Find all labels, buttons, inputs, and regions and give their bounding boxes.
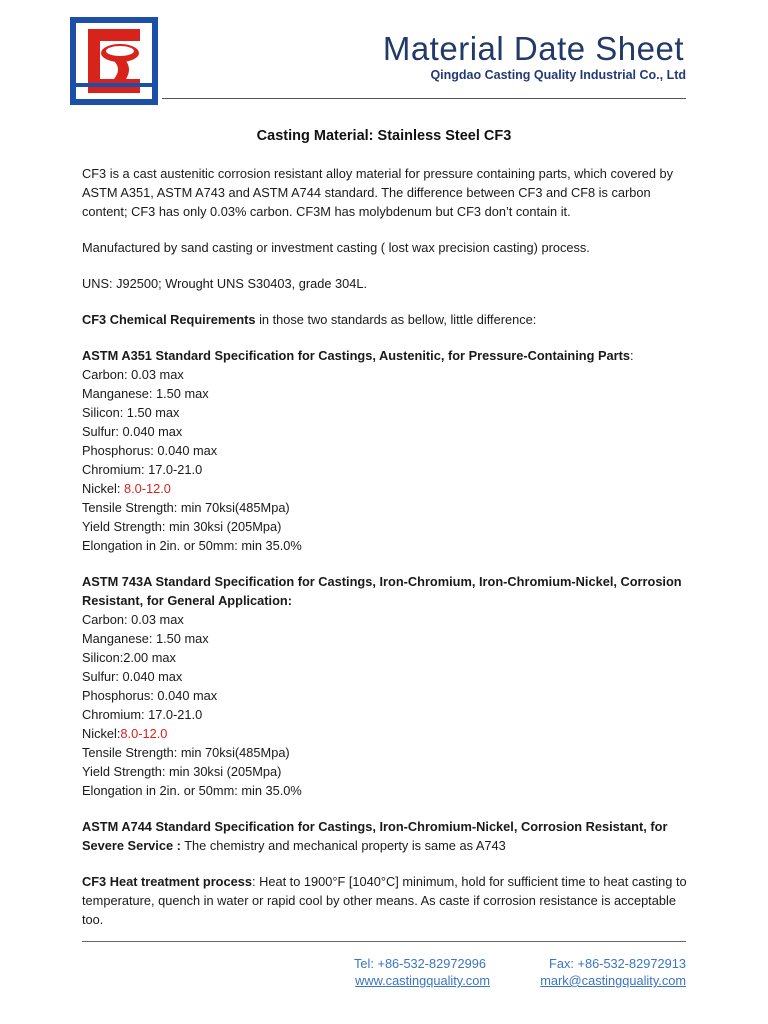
- a743-section: [82, 572, 692, 800]
- a351-heading: [82, 346, 692, 365]
- company-name: Qingdao Casting Quality Industrial Co., Ltd: [430, 68, 686, 82]
- a351-nickel-value: 8.0-12.0: [123, 481, 171, 496]
- heat-rest: : Heat to 1900°F [1040°C] minimum, hold for sufficient time to heat casting to temperature, quench in water or rapid cool by other means. As caste if corrosion resistance is acceptable too.: [82, 874, 687, 927]
- a351-nickel: [82, 479, 692, 498]
- footer-email-link[interactable]: mark@castingquality.com: [540, 973, 686, 988]
- a743-nickel-label: Nickel:: [82, 726, 121, 741]
- a351-silicon: Silicon: 1.50 max: [82, 405, 180, 420]
- a743-heading-text: ASTM 743A Standard Specification for Castings, Iron-Chromium, Iron-Chromium-Nickel, Corrosion Resistant, for General Application:: [82, 574, 682, 608]
- a351-yield: Yield Strength: min 30ksi (205Mpa): [82, 519, 282, 534]
- document-body: [82, 164, 692, 946]
- footer-divider: [82, 941, 686, 942]
- chemical-requirements-intro: [82, 310, 692, 329]
- a351-heading-colon: :: [630, 348, 634, 363]
- a351-nickel-label: Nickel:: [82, 481, 124, 496]
- manufacture-paragraph: Manufactured by sand casting or investment casting ( lost wax precision casting) process.: [82, 240, 590, 255]
- a744-paragraph: [82, 817, 692, 855]
- a351-heading-text: ASTM A351 Standard Specification for Castings, Austenitic, for Pressure-Containing Parts: [82, 348, 630, 363]
- a351-manganese: Manganese: 1.50 max: [82, 386, 209, 401]
- a743-silicon: Silicon:2.00 max: [82, 650, 176, 665]
- a744-rest: The chemistry and mechanical property is same as A743: [180, 838, 506, 853]
- uns-paragraph: UNS: J92500; Wrought UNS S30403, grade 304L.: [82, 276, 368, 291]
- a351-sulfur: Sulfur: 0.040 max: [82, 424, 183, 439]
- heat-treatment-paragraph: [82, 872, 692, 929]
- document-title: Casting Material: Stainless Steel CF3: [256, 128, 512, 144]
- a743-manganese: Manganese: 1.50 max: [82, 631, 209, 646]
- a351-phosphorus: Phosphorus: 0.040 max: [82, 443, 218, 458]
- a744-heading: ASTM A744 Standard Specification for Castings, Iron-Chromium-Nickel, Corrosion Resistant, for Severe Service :: [82, 819, 668, 853]
- a743-tensile: Tensile Strength: min 70ksi(485Mpa): [82, 745, 290, 760]
- a351-tensile: Tensile Strength: min 70ksi(485Mpa): [82, 500, 290, 515]
- footer-fax: Fax: +86-532-82972913: [549, 956, 686, 971]
- a351-elongation: Elongation in 2in. or 50mm: min 35.0%: [82, 538, 302, 553]
- header-divider: [162, 98, 686, 99]
- a743-chromium: Chromium: 17.0-21.0: [82, 707, 203, 722]
- sheet-title: Material Date Sheet: [382, 30, 684, 67]
- chem-req-bold: CF3 Chemical Requirements: [82, 312, 256, 327]
- chem-req-rest: in those two standards as bellow, little difference:: [255, 312, 537, 327]
- footer-website-link[interactable]: www.castingquality.com: [355, 973, 490, 988]
- intro-paragraph: CF3 is a cast austenitic corrosion resistant alloy material for pressure containing parts, which covered by ASTM A351, ASTM A743 and ASTM A744 standard. The difference between CF3 and CF8 is carbon content; CF3 has only 0.03% carbon. CF3M has molybdenum but CF3 don’t contain it.: [82, 166, 674, 219]
- a743-nickel-value: 8.0-12.0: [120, 726, 168, 741]
- a351-section: [82, 346, 692, 555]
- a743-phosphorus: Phosphorus: 0.040 max: [82, 688, 218, 703]
- a743-sulfur: Sulfur: 0.040 max: [82, 669, 183, 684]
- a743-yield: Yield Strength: min 30ksi (205Mpa): [82, 764, 282, 779]
- company-logo: [70, 17, 158, 105]
- a743-nickel: [82, 724, 692, 743]
- a351-chromium: Chromium: 17.0-21.0: [82, 462, 203, 477]
- a743-carbon: Carbon: 0.03 max: [82, 612, 184, 627]
- a743-elongation: Elongation in 2in. or 50mm: min 35.0%: [82, 783, 302, 798]
- a351-carbon: Carbon: 0.03 max: [82, 367, 184, 382]
- heat-bold: CF3 Heat treatment process: [82, 874, 252, 889]
- a743-heading: [82, 572, 692, 610]
- footer-tel: Tel: +86-532-82972996: [354, 956, 486, 971]
